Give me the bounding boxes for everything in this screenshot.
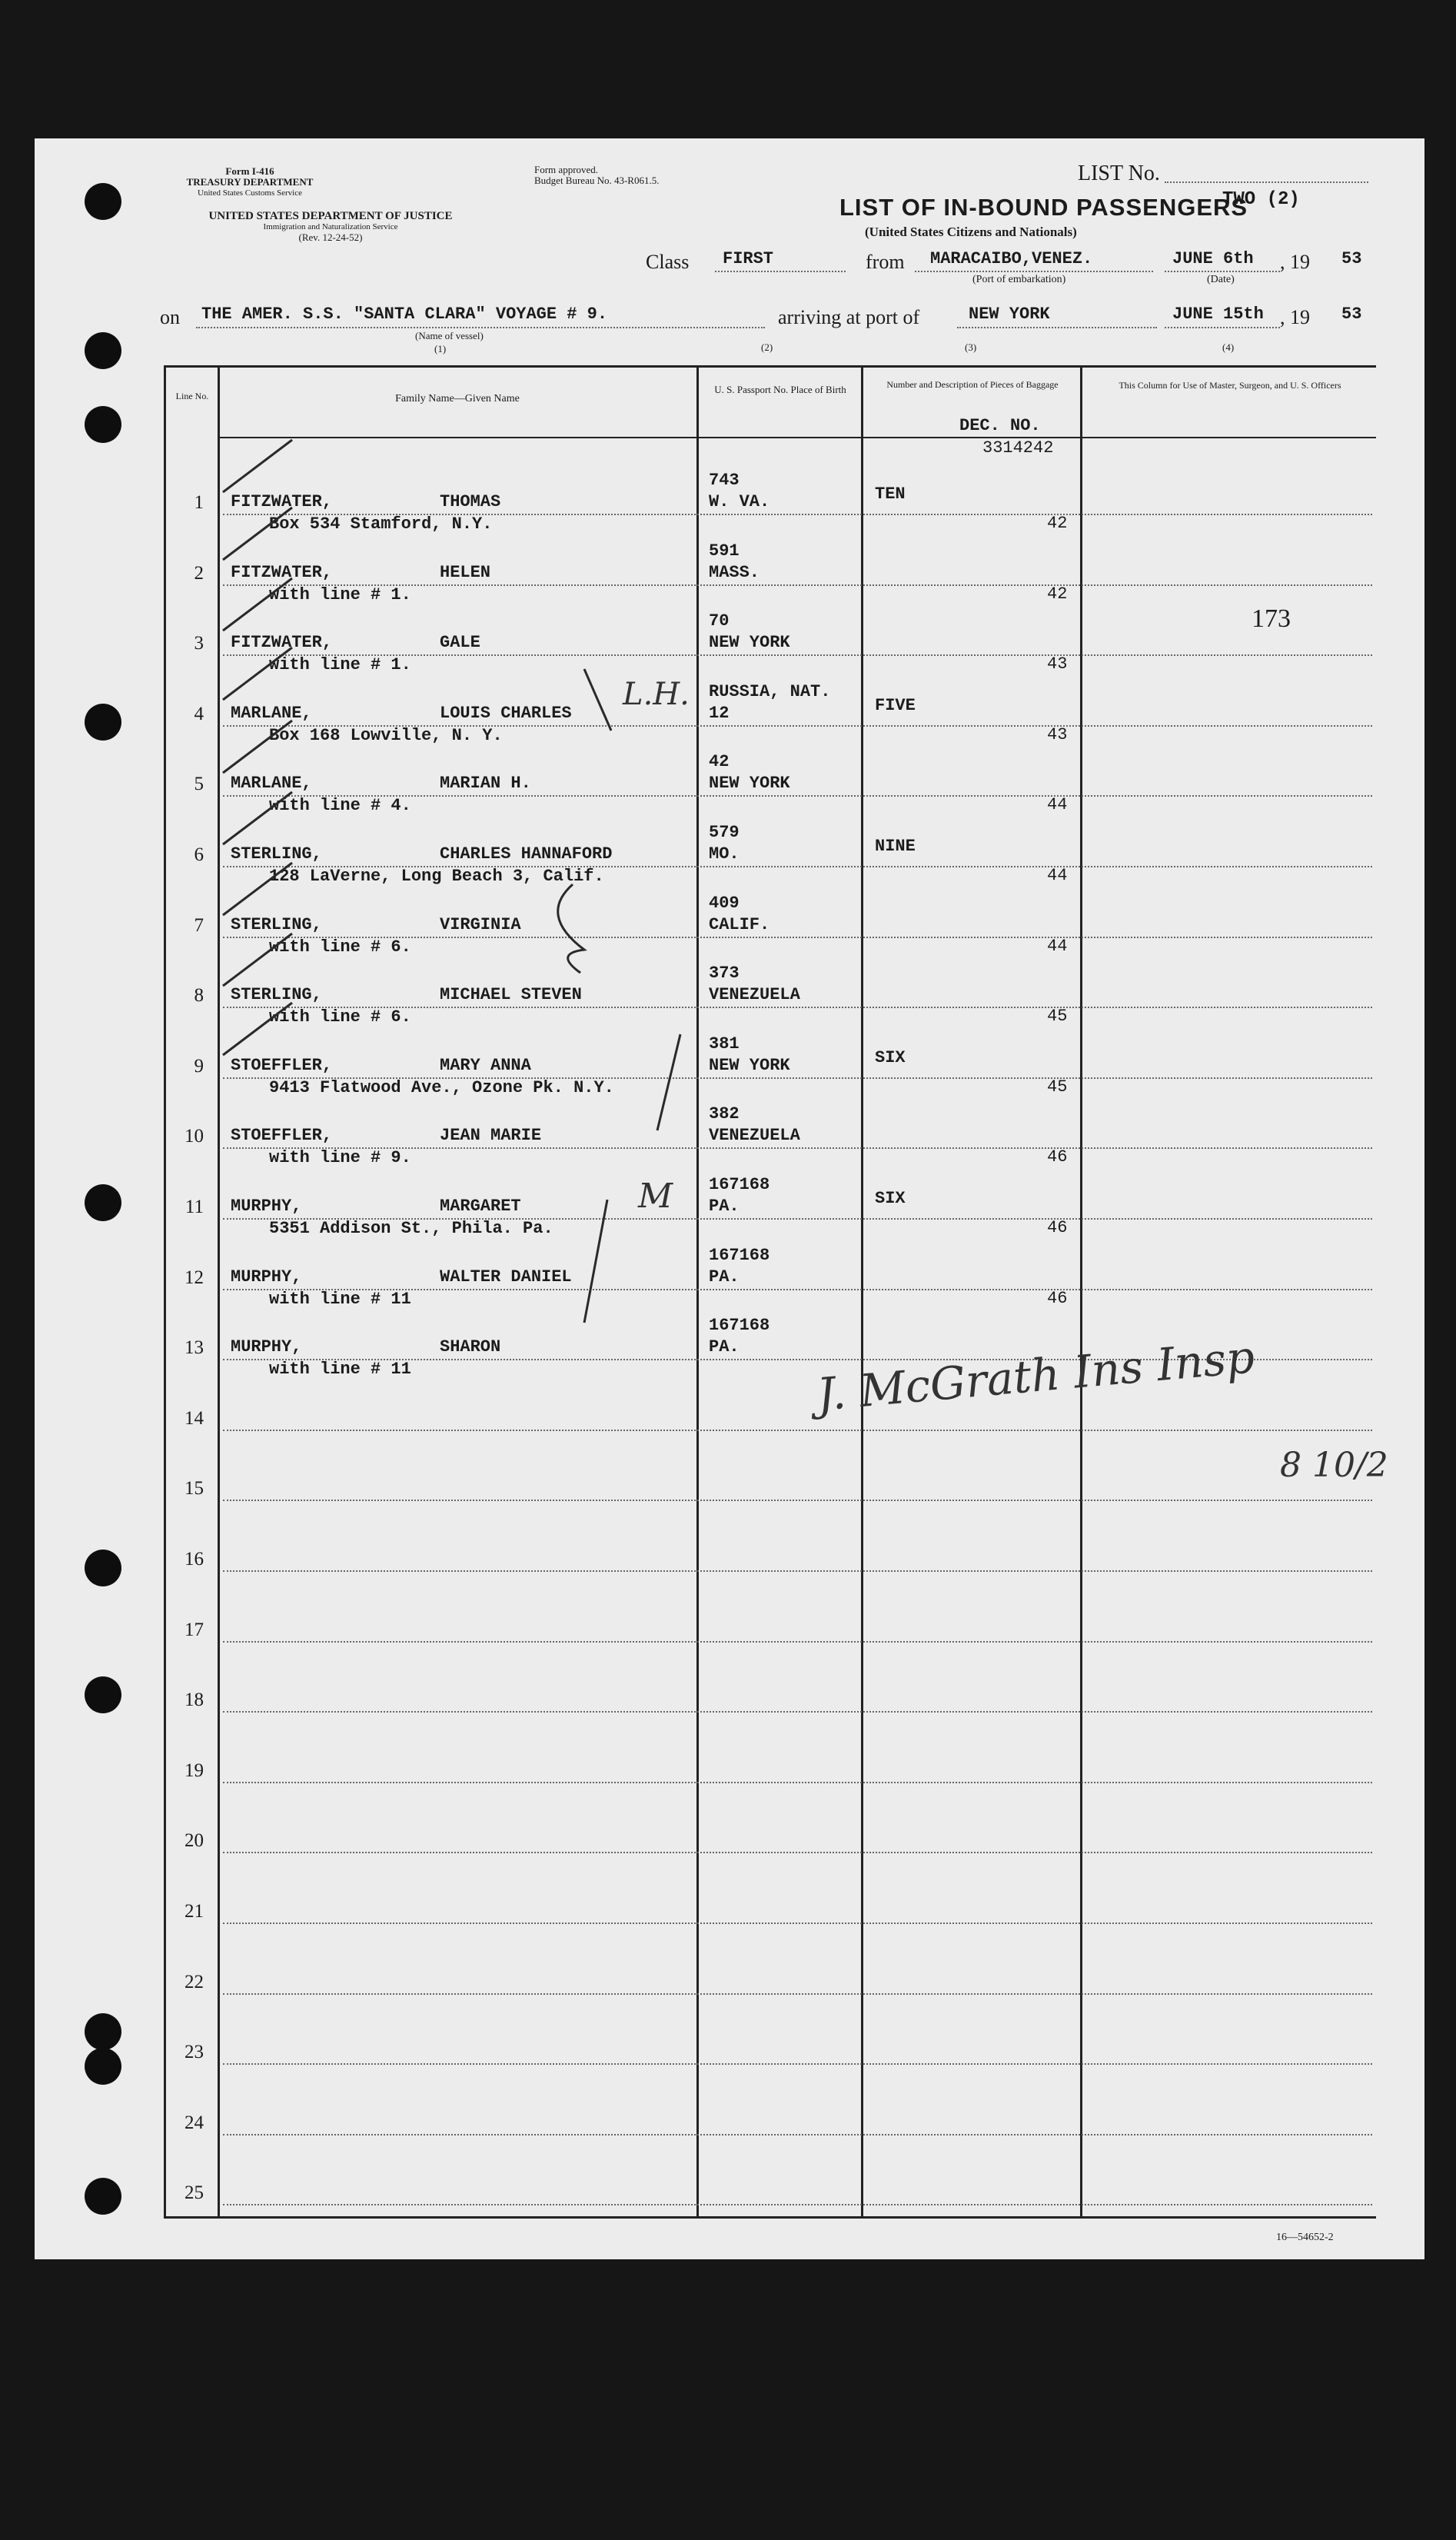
address: with line # 1. xyxy=(269,585,411,604)
treasury-label: TREASURY DEPARTMENT xyxy=(186,176,314,188)
punch-hole xyxy=(85,704,121,741)
address: with line # 11 xyxy=(269,1290,411,1309)
line-no-divider xyxy=(218,365,220,2219)
punch-hole xyxy=(85,332,121,369)
officer-number: 173 xyxy=(1252,604,1291,633)
department-label: UNITED STATES DEPARTMENT OF JUSTICE xyxy=(208,210,453,222)
line-number: 8 xyxy=(194,985,204,1006)
given-name: MARIAN H. xyxy=(440,774,531,793)
given-name: HELEN xyxy=(440,563,491,582)
class-rule xyxy=(715,271,846,272)
vessel-name: THE AMER. S.S. "SANTA CLARA" VOYAGE # 9. xyxy=(201,305,608,324)
line-number: 19 xyxy=(184,1760,204,1781)
punch-hole xyxy=(85,183,121,220)
line-number: 24 xyxy=(184,2112,204,2133)
given-name: WALTER DANIEL xyxy=(440,1267,572,1287)
row-rule xyxy=(223,2204,1372,2205)
punch-hole xyxy=(85,2178,121,2215)
family-name: MARLANE, xyxy=(231,774,312,793)
arrival-year: 53 xyxy=(1341,305,1362,324)
family-name: FITZWATER, xyxy=(231,633,333,652)
passport-no: 167168 xyxy=(709,1316,770,1335)
handwritten-initials-m: M xyxy=(638,1177,673,1216)
family-name: STERLING, xyxy=(231,915,322,934)
place-of-birth: NEW YORK xyxy=(709,1056,790,1075)
row-rule xyxy=(223,1711,1372,1713)
line-number: 11 xyxy=(184,1197,204,1217)
on-label: on xyxy=(160,306,180,328)
inspector-signature: J. McGrath Ins Insp xyxy=(815,1330,1257,1421)
vessel-caption-num: (1) xyxy=(434,343,447,355)
page-subtitle: (United States Citizens and Nationals) xyxy=(865,225,1077,239)
line-number: 20 xyxy=(184,1830,204,1851)
baggage: SIX xyxy=(875,1189,906,1208)
family-name: MURPHY, xyxy=(231,1337,302,1357)
declaration-no: 46 xyxy=(1047,1218,1068,1237)
col-baggage: Number and Description of Pieces of Baggage xyxy=(886,379,1059,390)
passport-no: 382 xyxy=(709,1104,740,1124)
arrival-year-prefix: , 19 xyxy=(1280,306,1310,328)
declaration-no: 42 xyxy=(1047,514,1068,533)
given-name: MICHAEL STEVEN xyxy=(440,985,582,1004)
place-of-birth: PA. xyxy=(709,1267,740,1287)
date-value: JUNE 6th xyxy=(1172,249,1254,268)
place-of-birth: W. VA. xyxy=(709,492,770,511)
family-name: MARLANE, xyxy=(231,704,312,723)
baggage-divider xyxy=(1080,365,1082,2219)
list-no-rule xyxy=(1165,181,1368,183)
address: Box 534 Stamford, N.Y. xyxy=(269,514,493,534)
line-number: 18 xyxy=(184,1689,204,1710)
ins-label: Immigration and Naturalization Service xyxy=(263,222,398,231)
port-caption: (Port of embarkation) xyxy=(972,274,1066,285)
place-of-birth: 12 xyxy=(709,704,730,723)
family-name: STERLING, xyxy=(231,985,322,1004)
given-name: LOUIS CHARLES xyxy=(440,704,572,723)
col-line-no: Line No. xyxy=(175,391,209,401)
passport-no: 591 xyxy=(709,541,740,561)
given-name: SHARON xyxy=(440,1337,501,1357)
place-of-birth: PA. xyxy=(709,1337,740,1357)
row-rule xyxy=(223,1641,1372,1643)
passport-no: 409 xyxy=(709,894,740,913)
declaration-no: 44 xyxy=(1047,937,1068,956)
address: with line # 4. xyxy=(269,796,411,815)
handwritten-fraction: 8 10/2 xyxy=(1280,1446,1388,1485)
address: 5351 Addison St., Phila. Pa. xyxy=(269,1219,553,1238)
address: with line # 11 xyxy=(269,1360,411,1379)
given-name: GALE xyxy=(440,633,480,652)
department-block xyxy=(146,211,515,243)
line-number: 9 xyxy=(194,1056,204,1077)
line-number: 2 xyxy=(194,563,204,584)
given-name: VIRGINIA xyxy=(440,915,521,934)
date-year-prefix: , 19 xyxy=(1280,251,1310,273)
approval-label: Form approved. xyxy=(534,164,599,175)
given-name: JEAN MARIE xyxy=(440,1126,542,1145)
line-number: 5 xyxy=(194,774,204,794)
place-of-birth: PA. xyxy=(709,1197,740,1216)
baggage: NINE xyxy=(875,837,916,856)
header-rule xyxy=(218,437,1376,438)
place-of-birth: NEW YORK xyxy=(709,633,790,652)
declaration-no: 46 xyxy=(1047,1147,1068,1167)
family-name: MURPHY, xyxy=(231,1267,302,1287)
vessel-rule xyxy=(196,327,765,328)
passport-no: 743 xyxy=(709,471,740,490)
row-rule xyxy=(223,2063,1372,2065)
from-value: MARACAIBO,VENEZ. xyxy=(930,249,1093,268)
line-number: 12 xyxy=(184,1267,204,1288)
line-number: 13 xyxy=(184,1337,204,1358)
address: 9413 Flatwood Ave., Ozone Pk. N.Y. xyxy=(269,1078,614,1097)
punch-hole xyxy=(85,1184,121,1221)
row-rule xyxy=(223,1922,1372,1924)
date-year: 53 xyxy=(1341,249,1362,268)
address: 128 LaVerne, Long Beach 3, Calif. xyxy=(269,867,604,886)
line-number: 7 xyxy=(194,915,204,936)
page-title: LIST OF IN-BOUND PASSENGERS xyxy=(839,194,1248,221)
row-rule xyxy=(223,1852,1372,1853)
footer-code: 16—54652-2 xyxy=(1276,2232,1334,2243)
declaration-no: 45 xyxy=(1047,1077,1068,1097)
given-name: MARY ANNA xyxy=(440,1056,531,1075)
place-of-birth: VENEZUELA xyxy=(709,985,800,1004)
passport-no: 167168 xyxy=(709,1246,770,1265)
list-number: TWO (2) xyxy=(1222,189,1300,210)
line-number: 21 xyxy=(184,1901,204,1922)
dec-first: 3314242 xyxy=(982,438,1054,458)
given-name: THOMAS xyxy=(440,492,501,511)
punch-hole xyxy=(85,2048,121,2085)
arrival-port: NEW YORK xyxy=(969,305,1050,324)
vessel-caption: (Name of vessel) xyxy=(415,330,484,341)
punch-hole xyxy=(85,406,121,443)
family-name: STERLING, xyxy=(231,844,322,864)
class-value: FIRST xyxy=(723,249,774,268)
passport-no: 42 xyxy=(709,752,730,771)
passport-no: RUSSIA, NAT. xyxy=(709,682,831,701)
declaration-no: 43 xyxy=(1047,654,1068,674)
handwritten-initials-lh: L.H. xyxy=(623,677,690,712)
row-rule xyxy=(223,2134,1372,2136)
place-of-birth: NEW YORK xyxy=(709,774,790,793)
family-name: MURPHY, xyxy=(231,1197,302,1216)
line-number: 16 xyxy=(184,1549,204,1570)
place-of-birth: MASS. xyxy=(709,563,760,582)
declaration-no: 42 xyxy=(1047,584,1068,604)
punch-hole xyxy=(85,2013,121,2050)
row-rule xyxy=(223,1570,1372,1572)
revision-label: (Rev. 12-24-52) xyxy=(298,231,363,243)
declaration-no: 44 xyxy=(1047,795,1068,814)
col-officers: This Column for Use of Master, Surgeon, and U. S. Officers xyxy=(1119,380,1341,391)
declaration-no: 45 xyxy=(1047,1007,1068,1026)
baggage: FIVE xyxy=(875,696,916,715)
address: with line # 6. xyxy=(269,1007,411,1027)
address: Box 168 Lowville, N. Y. xyxy=(269,726,503,745)
list-no-label: LIST No. xyxy=(1078,161,1160,185)
passport-no: 167168 xyxy=(709,1175,770,1194)
from-label: from xyxy=(866,251,905,273)
punch-hole xyxy=(85,1550,121,1586)
family-name: STOEFFLER, xyxy=(231,1126,333,1145)
dec-no-label: DEC. NO. xyxy=(959,416,1041,435)
passport-divider xyxy=(861,365,863,2219)
line-number: 22 xyxy=(184,1972,204,1992)
given-name: CHARLES HANNAFORD xyxy=(440,844,613,864)
line-number: 3 xyxy=(194,633,204,654)
line-number: 1 xyxy=(194,492,204,513)
form-number: Form I-416 xyxy=(225,165,274,177)
address: with line # 9. xyxy=(269,1148,411,1167)
line-number: 23 xyxy=(184,2042,204,2062)
col-passport: U. S. Passport No. Place of Birth xyxy=(714,384,846,395)
declaration-no: 44 xyxy=(1047,866,1068,885)
line-number: 6 xyxy=(194,844,204,865)
name-divider xyxy=(696,365,699,2219)
family-name: FITZWATER, xyxy=(231,492,333,511)
class-label: Class xyxy=(646,251,690,273)
family-name: FITZWATER, xyxy=(231,563,333,582)
arrival-port-rule xyxy=(957,327,1157,328)
passport-no: 381 xyxy=(709,1034,740,1054)
arrival-date-rule xyxy=(1165,327,1280,328)
given-name: MARGARET xyxy=(440,1197,521,1216)
address: with line # 1. xyxy=(269,655,411,674)
passport-no: 70 xyxy=(709,611,730,631)
family-name: STOEFFLER, xyxy=(231,1056,333,1075)
declaration-no: 46 xyxy=(1047,1289,1068,1308)
approval-block xyxy=(534,165,734,186)
baggage: TEN xyxy=(875,484,906,504)
punch-hole xyxy=(85,1676,121,1713)
customs-label: United States Customs Service xyxy=(198,188,302,198)
date-caption: (Date) xyxy=(1207,274,1235,285)
line-number: 15 xyxy=(184,1478,204,1499)
line-number: 14 xyxy=(184,1408,204,1429)
arriving-caption-num: (2) xyxy=(761,341,773,353)
table-top-border xyxy=(165,365,1376,368)
row-rule xyxy=(223,1430,1372,1431)
form-id-block xyxy=(150,166,350,198)
declaration-no: 43 xyxy=(1047,725,1068,744)
passport-no: 579 xyxy=(709,823,740,842)
from-rule xyxy=(915,271,1153,272)
place-of-birth: VENEZUELA xyxy=(709,1126,800,1145)
arrival-port-caption-num: (3) xyxy=(965,341,977,353)
row-rule xyxy=(223,1993,1372,1995)
arriving-label: arriving at port of xyxy=(778,306,920,328)
date-rule xyxy=(1165,271,1280,272)
line-number: 17 xyxy=(184,1620,204,1640)
arrival-date-caption-num: (4) xyxy=(1222,341,1235,353)
address: with line # 6. xyxy=(269,937,411,957)
place-of-birth: CALIF. xyxy=(709,915,770,934)
arrival-date: JUNE 15th xyxy=(1172,305,1264,324)
baggage: SIX xyxy=(875,1048,906,1067)
line-number: 4 xyxy=(194,704,204,724)
row-rule xyxy=(223,1782,1372,1783)
budget-label: Budget Bureau No. 43-R061.5. xyxy=(534,175,660,186)
passport-no: 373 xyxy=(709,964,740,983)
table-bottom-border xyxy=(164,2216,1376,2219)
row-rule xyxy=(223,1500,1372,1501)
col-name: Family Name—Given Name xyxy=(395,393,520,404)
line-number: 25 xyxy=(184,2182,204,2203)
place-of-birth: MO. xyxy=(709,844,740,864)
line-number: 10 xyxy=(184,1126,204,1147)
